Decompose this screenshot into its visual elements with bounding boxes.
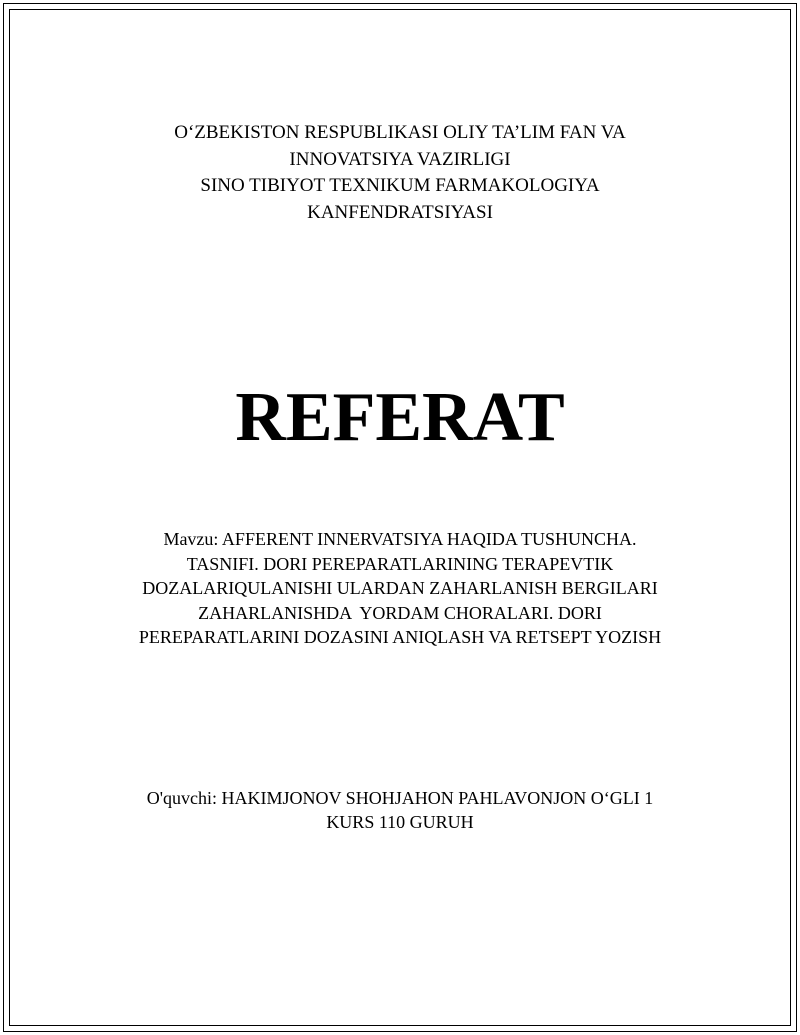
header-line: INNOVATSIYA VAZIRLIGI <box>289 148 511 170</box>
topic-line: Mavzu: AFFERENT INNERVATSIYA HAQIDA TUSHUNCHA. <box>163 529 637 549</box>
institution-header <box>0 120 800 226</box>
topic-line: DOZALARIQULANISHI ULARDAN ZAHARLANISH BERGILARI <box>142 578 658 598</box>
student-info <box>0 786 800 834</box>
topic-line: PEREPARATLARINI DOZASINI ANIQLASH VA RETSEPT YOZISH <box>138 627 662 647</box>
header-line: SINO TIBIYOT TEXNIKUM FARMAKOLOGIYA <box>200 175 600 196</box>
header-line: O‘ZBEKISTON RESPUBLIKASI OLIY TA’LIM FAN VA <box>174 122 626 143</box>
topic-line: ZAHARLANISHDA YORDAM CHORALARI. DORI <box>198 602 602 623</box>
document-title: REFERAT <box>235 379 565 456</box>
header-line: KANFENDRATSIYASI <box>307 201 493 223</box>
student-line: KURS 110 GURUH <box>326 812 474 832</box>
topic-block <box>0 527 800 650</box>
topic-line: TASNIFI. DORI PEREPARATLARINING TERAPEVTIK <box>186 553 614 574</box>
student-line: O'quvchi: HAKIMJONOV SHOHJAHON PAHLAVONJON O‘GLI 1 <box>146 788 654 808</box>
